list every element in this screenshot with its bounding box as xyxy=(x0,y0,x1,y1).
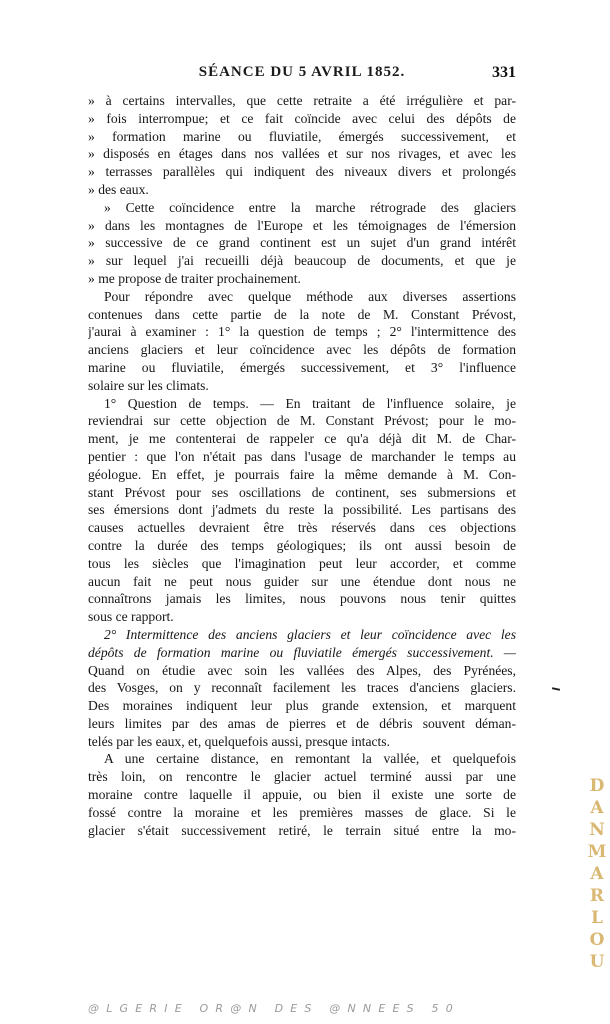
side-watermark xyxy=(586,776,606,974)
page-number: 331 xyxy=(492,64,516,81)
running-title: SÉANCE DU 5 AVRIL 1852. xyxy=(198,64,406,80)
text-line: solaire sur les climats. xyxy=(88,377,209,393)
text-line: » disposés en étages dans nos vallées et sur nos rivages, et avec les xyxy=(88,146,516,162)
text-line: glacier s'était successivement retiré, le terrain situé entre la mo- xyxy=(88,822,516,838)
text-line: » terrasses parallèles qui indiquent des niveaux divers et prolongés xyxy=(88,164,516,180)
text-line: tous les siècles que l'imagination peut leur accorder, et comme xyxy=(88,555,516,571)
text-line: A une certaine distance, en remontant la vallée, et quelquefois xyxy=(104,751,516,767)
text-line: anciens glaciers et leur coïncidence avec les dépôts de formation xyxy=(88,342,516,358)
text-line: » sur lequel j'ai recueilli déjà beaucoup de documents, et que je xyxy=(88,253,516,269)
text-line: ses émersions dont j'admets du reste la possibilité. Les partisans des xyxy=(88,502,516,518)
text-line: des Vosges, on y reconnaît facilement les traces d'anciens glaciers. xyxy=(88,680,516,696)
text-line: pentier : que l'on n'était pas dans l'usage de marchander le temps au xyxy=(88,448,516,464)
body-text xyxy=(88,92,516,839)
text-line: moraine contre laquelle il appuie, ou bien il existe une sorte de xyxy=(88,787,516,803)
text-line: ment, je me contenterai de rappeler ce qu'a déjà dit M. de Char- xyxy=(88,431,516,447)
text-line: » fois interrompue; et ce fait coïncide avec celui des dépôts de xyxy=(88,110,516,126)
text-line: dépôts de formation marine ou fluviatile émergés successivement. — xyxy=(88,644,516,660)
text-line: leurs limites par des amas de pierres et de débris souvent déman- xyxy=(88,715,516,731)
text-line: marine ou fluviatile, émergés successivement, et 3° l'influence xyxy=(88,359,516,375)
side-watermark-text: DANMARLOU xyxy=(587,776,607,974)
text-line: » à certains intervalles, que cette retraite a été irrégulière et par- xyxy=(88,93,516,108)
text-line: reviendrai sur cette objection de M. Constant Prévost; pour le mo- xyxy=(88,413,516,429)
text-line: j'aurai à examiner : 1° la question de temps ; 2° l'intermittence des xyxy=(88,324,516,340)
text-line: fossé contre la moraine et les premières masses de glace. Si le xyxy=(88,804,516,820)
text-line: contenues dans cette partie de la note de M. Constant Prévost, xyxy=(88,306,516,322)
text-line: causes actuelles devraient être très réservés dans ces objections xyxy=(88,520,516,536)
text-line: » me propose de traiter prochainement. xyxy=(88,270,301,286)
text-line: » successive de ce grand continent est un sujet d'un grand intérêt xyxy=(88,235,516,251)
text-line: telés par les eaux, et, quelquefois aussi, presque intacts. xyxy=(88,733,390,749)
text-line: Des moraines indiquent leur plus grande extension, et marquent xyxy=(88,698,516,714)
text-line: » Cette coïncidence entre la marche rétrograde des glaciers xyxy=(104,199,516,215)
text-line: stant Prévost pour ses oscillations de continent, ses submersions et xyxy=(88,484,516,500)
text-line: contre la durée des temps géologiques; ils ont aussi besoin de xyxy=(88,537,516,553)
text-line: aucun fait ne peut nous guider sur une étendue dont nous ne xyxy=(88,573,516,589)
text-line: très loin, on rencontre le glacier actuel terminé aussi par une xyxy=(88,769,516,785)
text-line: » dans les montagnes de l'Europe et les témoignages de l'émersion xyxy=(88,217,516,233)
text-line: connaîtrons jamais les limites, nous pouvons nous tenir quittes xyxy=(88,591,516,607)
text-line: » formation marine ou fluviatile, émergés successivement, et xyxy=(88,128,516,144)
text-line: Pour répondre avec quelque méthode aux diverses assertions xyxy=(104,288,516,304)
footer-watermark: @LGERIE OR@N DES @NNEES 50 xyxy=(88,1002,460,1015)
page-header xyxy=(88,64,516,86)
text-line: Quand on étudie avec soin les vallées des Alpes, des Pyrénées, xyxy=(88,662,516,678)
text-line: » des eaux. xyxy=(88,181,149,197)
ink-mark xyxy=(552,687,560,691)
text-line: 2° Intermittence des anciens glaciers et leur coïncidence avec les xyxy=(104,626,516,642)
text-line: sous ce rapport. xyxy=(88,609,174,625)
text-line: 1° Question de temps. — En traitant de l'influence solaire, je xyxy=(104,395,516,411)
text-line: géologue. En effet, je pourrais faire la même demande à M. Con- xyxy=(88,466,516,482)
